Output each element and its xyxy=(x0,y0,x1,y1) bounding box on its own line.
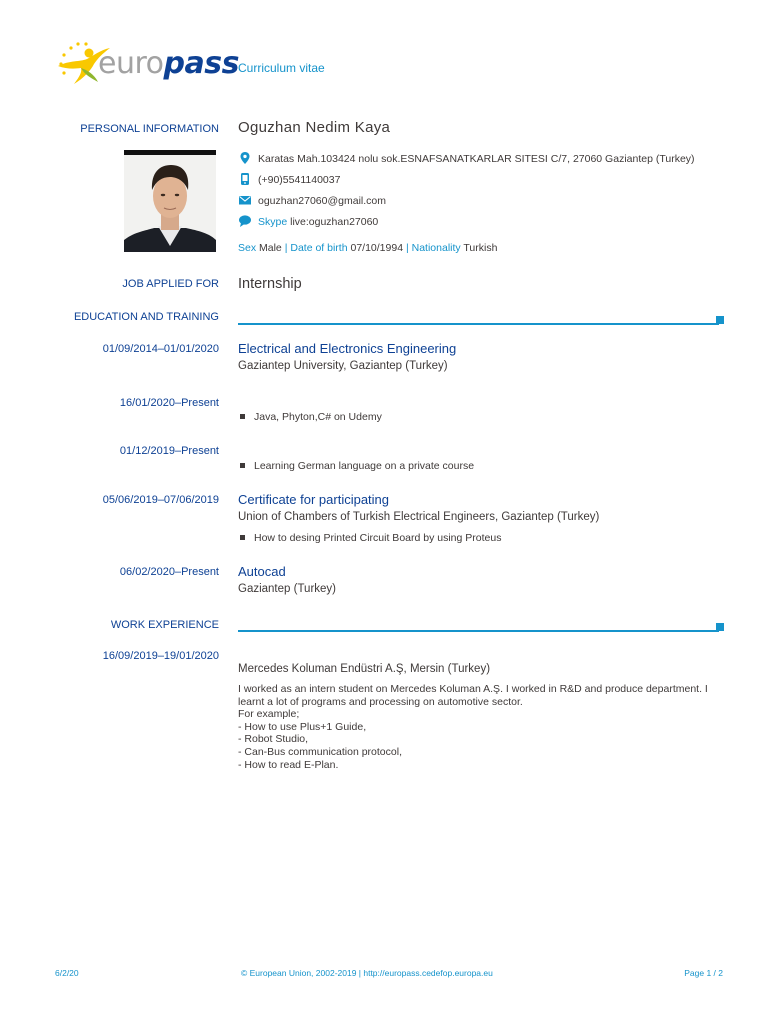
location-pin-icon xyxy=(238,151,252,165)
section-divider-end xyxy=(716,316,724,324)
entry-date: 01/12/2019–Present xyxy=(119,445,219,457)
entry-bullet xyxy=(238,411,382,423)
entry-bullet xyxy=(238,460,474,472)
dob-value: 07/10/1994 xyxy=(350,242,404,254)
section-label-work: WORK EXPERIENCE xyxy=(110,619,219,631)
email-row xyxy=(238,193,386,207)
section-divider-end xyxy=(716,623,724,631)
separator: | xyxy=(284,242,288,254)
email-link[interactable]: oguzhan27060@gmail.com xyxy=(258,195,386,207)
phone-text: (+90)5541140037 xyxy=(258,174,341,186)
address-text: Karatas Mah.103424 nolu sok.ESNAFSANATKARLAR SITESI C/7, 27060 Gaziantep (Turkey) xyxy=(258,153,695,165)
person-name: Oguzhan Nedim Kaya xyxy=(238,119,391,136)
entry-title: Autocad xyxy=(238,564,286,579)
mobile-phone-icon xyxy=(238,172,252,186)
logo-prefix: euro xyxy=(98,46,164,81)
europass-wordmark xyxy=(98,46,239,81)
nationality-value: Turkish xyxy=(463,242,498,254)
section-divider xyxy=(238,630,719,632)
section-label-education: EDUCATION AND TRAINING xyxy=(73,311,219,323)
entry-title: Electrical and Electronics Engineering xyxy=(238,341,457,356)
footer-copyright[interactable]: © European Union, 2002-2019 | http://europass.cedefop.europa.eu xyxy=(241,968,493,978)
skype-row xyxy=(238,214,378,228)
address-row xyxy=(238,151,695,165)
entry-organization: Gaziantep University, Gaziantep (Turkey) xyxy=(238,360,448,372)
entry-description xyxy=(238,683,730,771)
entry-date: 06/02/2020–Present xyxy=(119,566,219,578)
bullet-text: Learning German language on a private course xyxy=(254,460,475,472)
section-divider xyxy=(238,323,719,325)
entry-organization: Gaziantep (Turkey) xyxy=(238,583,336,595)
phone-row xyxy=(238,172,340,186)
skype-value: live:oguzhan27060 xyxy=(290,216,379,228)
job-applied-value: Internship xyxy=(238,276,302,292)
chat-bubble-icon xyxy=(238,214,252,228)
sex-value: Male xyxy=(259,242,282,254)
separator: | xyxy=(405,242,409,254)
dob-label: Date of birth xyxy=(290,242,348,254)
bullet-square-icon xyxy=(240,463,245,468)
bullet-text: How to desing Printed Circuit Board by using Proteus xyxy=(254,532,502,544)
bullet-text: Java, Phyton,C# on Udemy xyxy=(254,411,382,423)
entry-title: Certificate for participating xyxy=(238,492,390,507)
entry-date: 16/01/2020–Present xyxy=(119,397,219,409)
logo-suffix: pass xyxy=(163,46,239,81)
profile-photo xyxy=(124,150,216,252)
sex-label: Sex xyxy=(238,242,257,254)
bullet-square-icon xyxy=(240,414,245,419)
entry-date: 01/09/2014–01/01/2020 xyxy=(102,343,219,355)
section-label-job: JOB APPLIED FOR xyxy=(122,278,219,290)
document-title: Curriculum vitae xyxy=(238,61,325,75)
entry-bullet xyxy=(238,532,501,544)
entry-organization: Union of Chambers of Turkish Electrical Engineers, Gaziantep (Turkey) xyxy=(238,511,600,523)
personal-details-row xyxy=(238,242,497,254)
bullet-square-icon xyxy=(240,535,245,540)
entry-date: 05/06/2019–07/06/2019 xyxy=(102,494,219,506)
entry-organization: Mercedes Koluman Endüstri A.Ş, Mersin (Turkey) xyxy=(238,663,491,675)
entry-date: 16/09/2019–19/01/2020 xyxy=(102,650,219,662)
envelope-icon xyxy=(238,193,252,207)
section-label-personal: PERSONAL INFORMATION xyxy=(80,123,219,135)
footer-page-number: Page 1 / 2 xyxy=(684,968,723,978)
nationality-label: Nationality xyxy=(411,242,461,254)
description-text: I worked as an intern student on Mercedes Koluman A.Ş. I worked in R&D and produce department. I learnt a lot of programs and processing on automotive sector. For example; - How to use Plus+1 Guide, - Robot Studio, - Can-Bus communication protocol, - How to read E-Plan. xyxy=(238,683,708,771)
skype-label: Skype xyxy=(258,216,288,228)
footer-date: 6/2/20 xyxy=(55,968,79,978)
